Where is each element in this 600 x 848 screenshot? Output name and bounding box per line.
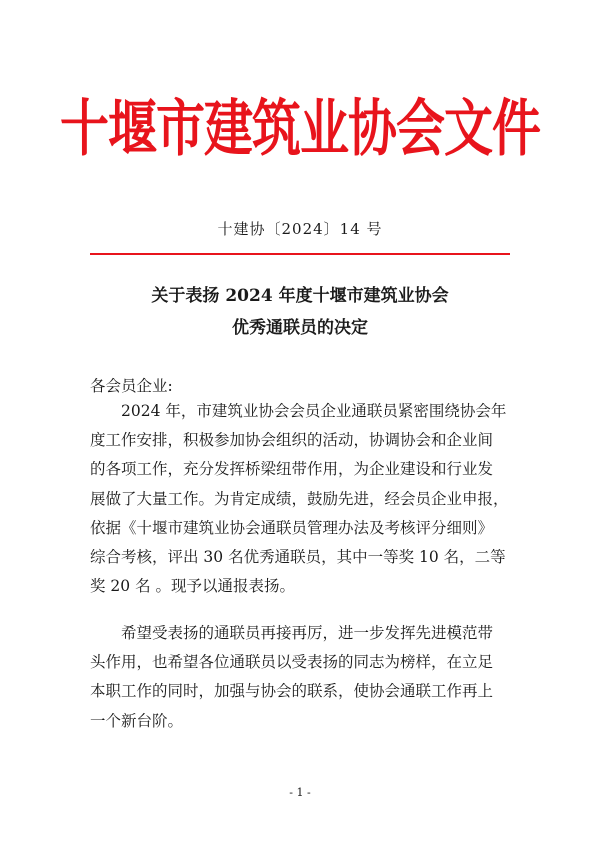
page-number: - 1 - bbox=[289, 786, 311, 799]
masthead-title: 十堰市建筑业协会文件 bbox=[59, 93, 540, 165]
paragraph-line: 2024 年，市建筑业协会会员企业通联员紧密围绕协会年 bbox=[121, 402, 507, 420]
red-separator-rule bbox=[90, 253, 510, 255]
document-number: 十建协〔2024〕14 号 bbox=[217, 220, 383, 238]
salutation: 各会员企业: bbox=[90, 377, 173, 395]
paragraph-line: 希望受表扬的通联员再接再厉，进一步发挥先进模范带 bbox=[121, 624, 494, 642]
paragraph-line: 头作用，也希望各位通联员以受表扬的同志为榜样，在立足 bbox=[90, 653, 494, 672]
document-title-line-2: 优秀通联员的决定 bbox=[232, 318, 368, 338]
paragraph-line: 奖 20 名 。现予以通报表扬。 bbox=[90, 577, 296, 596]
body-paragraph-2 bbox=[90, 619, 515, 736]
paragraph-line: 一个新台阶。 bbox=[90, 711, 184, 730]
paragraph-line: 展做了大量工作。为肯定成绩，鼓励先进，经会员企业申报， bbox=[90, 489, 509, 508]
paragraph-line: 的各项工作，充分发挥桥梁纽带作用，为企业建设和行业发 bbox=[90, 460, 494, 479]
paragraph-line: 依据《十堰市建筑业协会通联员管理办法及考核评分细则》 bbox=[90, 518, 494, 537]
paragraph-line: 本职工作的同时，加强与协会的联系，使协会通联工作再上 bbox=[90, 682, 494, 701]
body-paragraph-1 bbox=[90, 397, 515, 601]
document-title-line-1: 关于表扬 2024 年度十堰市建筑业协会 bbox=[151, 286, 449, 306]
paragraph-line: 度工作安排，积极参加协会组织的活动，协调协会和企业间 bbox=[90, 431, 494, 450]
paragraph-line: 综合考核，评出 30 名优秀通联员，其中一等奖 10 名，二等 bbox=[90, 548, 506, 567]
